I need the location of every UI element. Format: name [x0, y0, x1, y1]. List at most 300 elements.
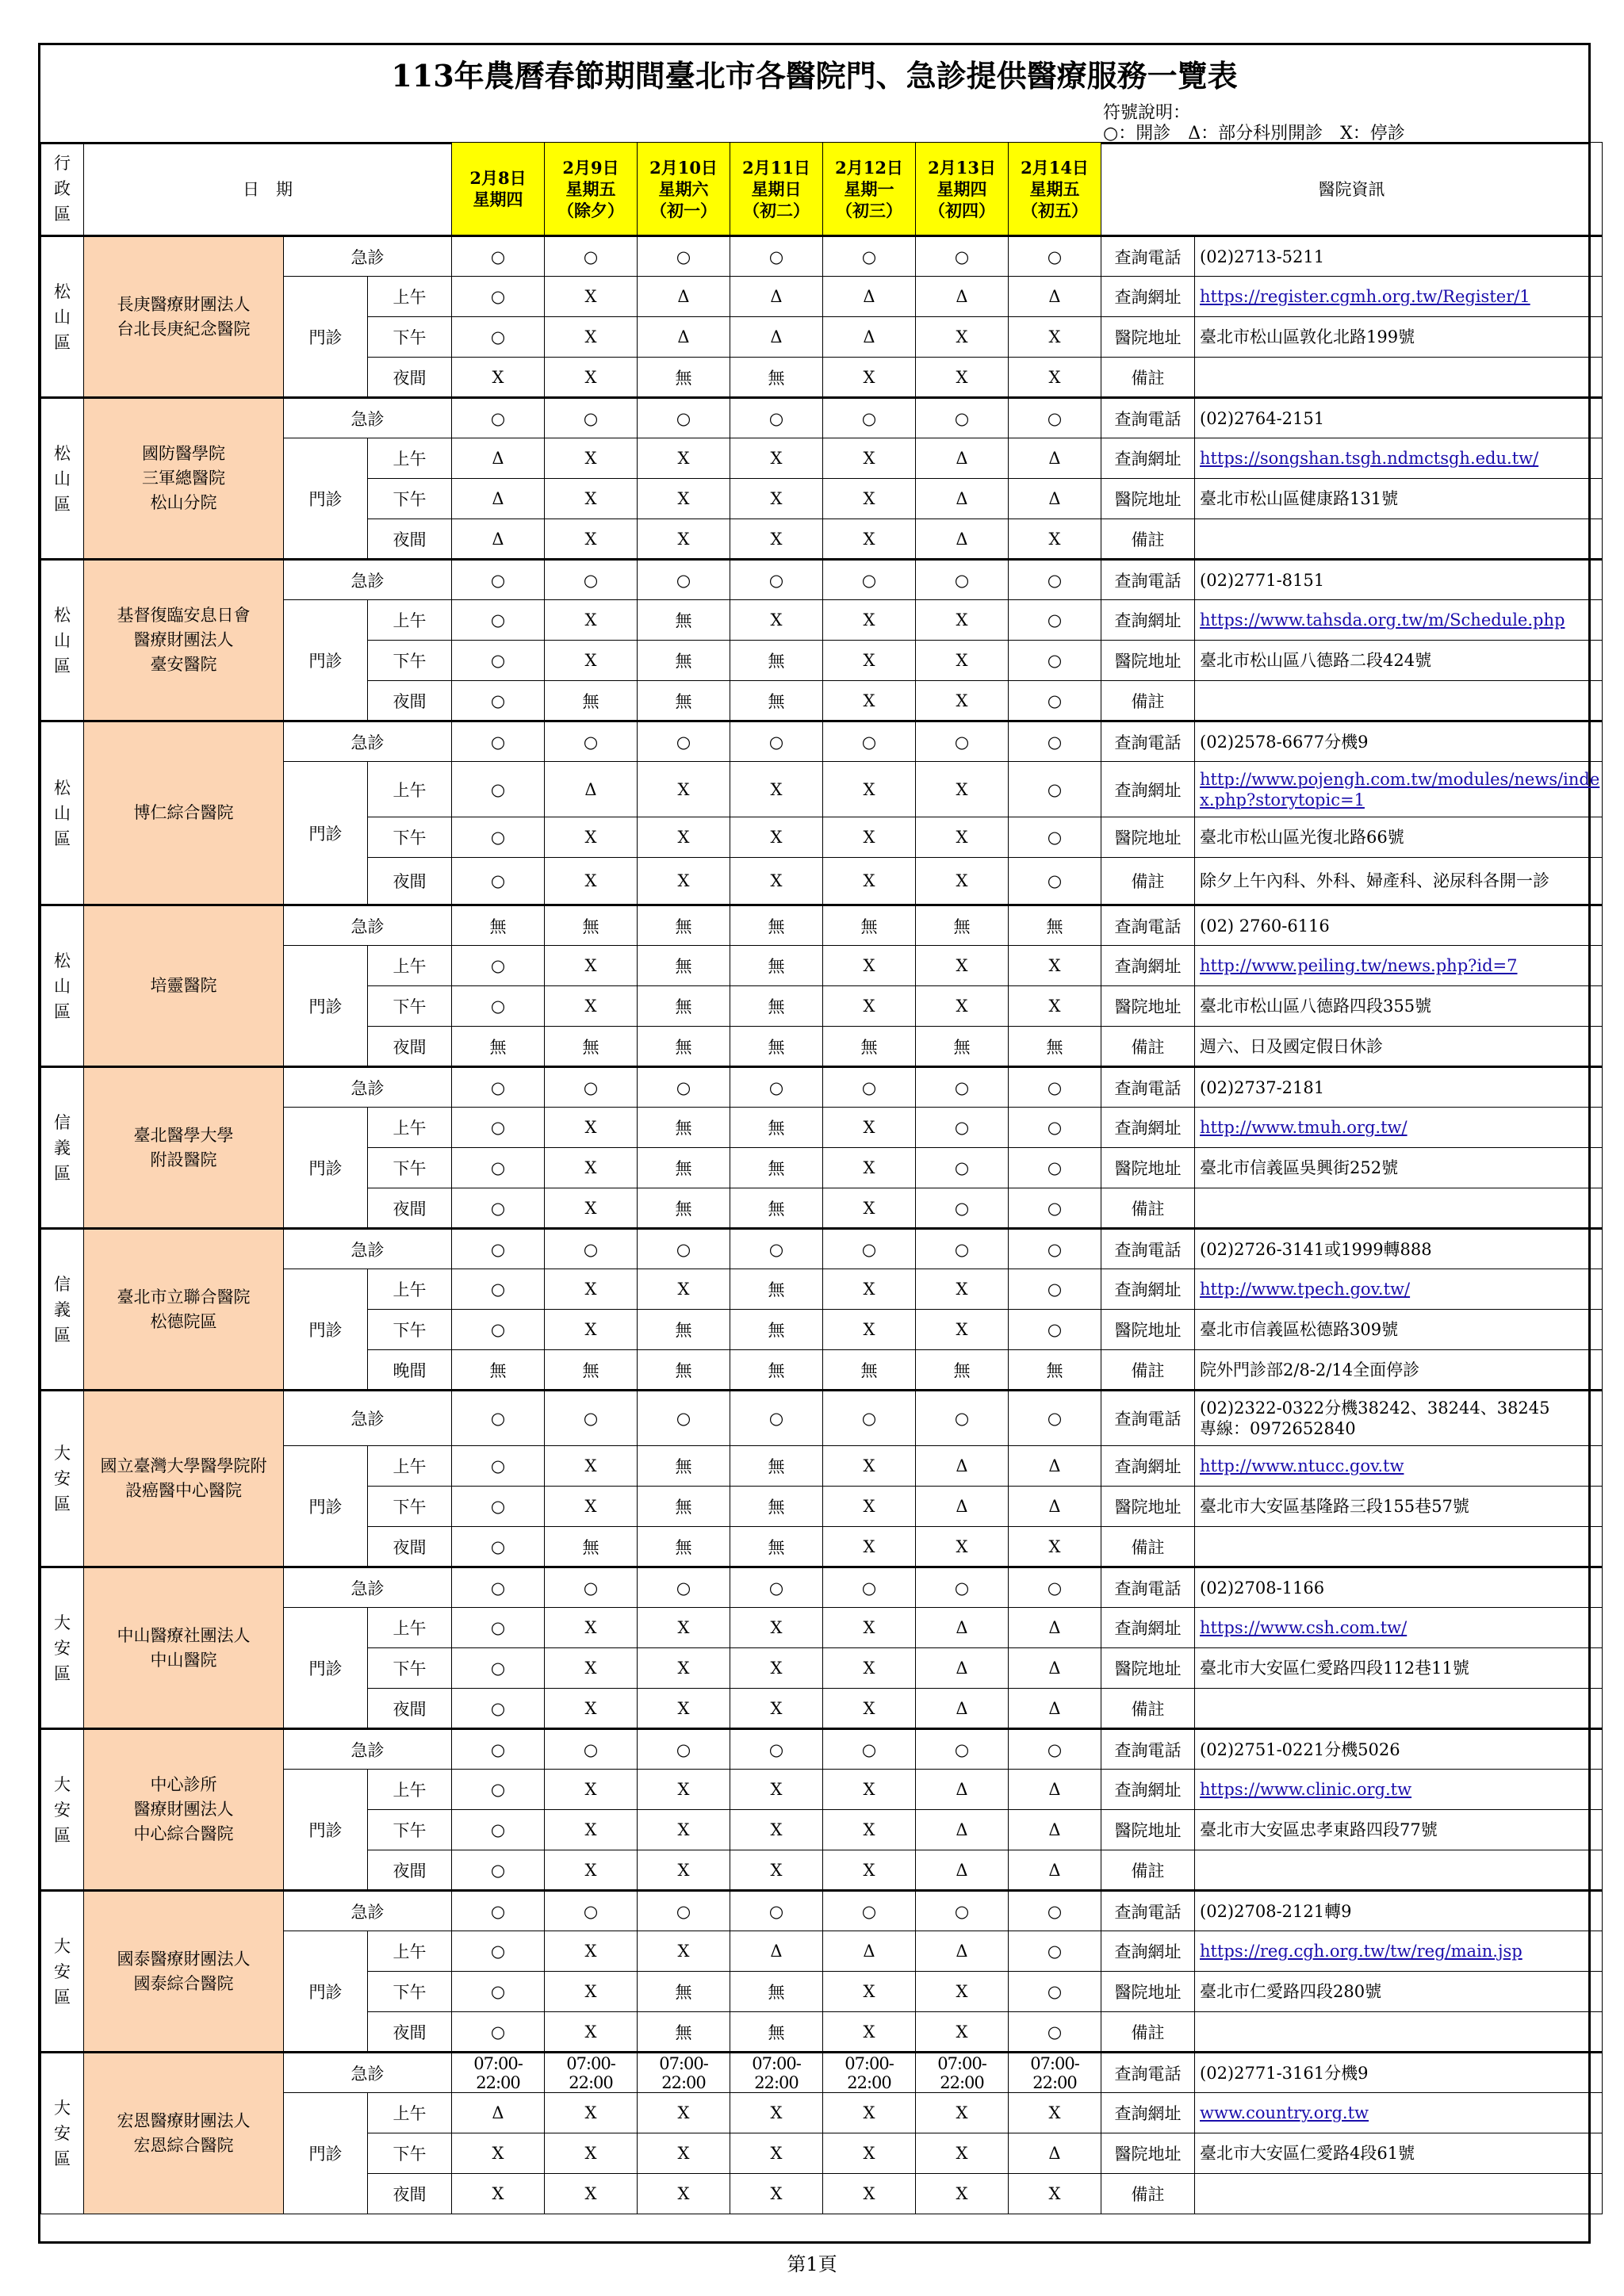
status-mark: X — [545, 641, 638, 681]
status-mark: ○ — [452, 1391, 545, 1446]
session-label: 下午 — [368, 817, 452, 858]
status-mark: X — [1009, 317, 1101, 358]
day-note: （初二） — [743, 200, 810, 220]
legend-text: ○：開診 Δ：部分科別開診 X：停診 — [1103, 124, 1405, 144]
status-mark: ○ — [638, 1229, 730, 1269]
status-mark: ○ — [1009, 1931, 1101, 1972]
status-mark: ○ — [1009, 858, 1101, 905]
schedule-row — [41, 721, 1603, 762]
status-mark: 無 — [638, 358, 730, 398]
schedule-row — [41, 905, 1603, 946]
status-mark: X — [916, 2133, 1009, 2174]
page-number: 第1頁 — [787, 2253, 837, 2275]
status-mark: 無 — [1009, 1027, 1101, 1067]
info-label-address: 醫院地址 — [1101, 317, 1195, 358]
status-mark: ○ — [452, 1931, 545, 1972]
status-mark: ○ — [638, 1567, 730, 1608]
status-mark: X — [916, 358, 1009, 398]
status-mark: X — [452, 2133, 545, 2174]
info-label-note: 備註 — [1101, 1027, 1195, 1067]
status-mark: ○ — [916, 1729, 1009, 1770]
info-value-web — [1195, 946, 1603, 986]
status-mark: X — [545, 519, 638, 560]
info-label-web: 查詢網址 — [1101, 1608, 1195, 1648]
hospital-website-link[interactable]: http://www.ntucc.gov.tw — [1200, 1456, 1404, 1475]
status-mark: X — [545, 1108, 638, 1148]
info-value-phone: (02)2764-2151 — [1195, 398, 1603, 438]
info-label-address: 醫院地址 — [1101, 1972, 1195, 2012]
status-mark: 無 — [638, 905, 730, 946]
status-mark: ○ — [545, 560, 638, 600]
status-mark: ○ — [823, 1567, 916, 1608]
status-mark: X — [730, 1810, 823, 1850]
status-mark: ○ — [545, 1567, 638, 1608]
hospital-website-link[interactable]: http://www.tpech.gov.tw/ — [1200, 1280, 1411, 1299]
hospital-website-link[interactable]: www.country.org.tw — [1200, 2103, 1369, 2122]
info-value-note — [1195, 2012, 1603, 2053]
status-mark: ○ — [916, 721, 1009, 762]
emergency-label: 急診 — [284, 236, 452, 277]
status-mark: X — [823, 519, 916, 560]
status-mark: ○ — [730, 1729, 823, 1770]
status-mark: Δ — [1009, 1770, 1101, 1810]
hospital-website-link[interactable]: http://www.tmuh.org.tw/ — [1200, 1118, 1408, 1137]
info-value-phone: (02)2708-1166 — [1195, 1567, 1603, 1608]
day-note: （初五） — [1021, 200, 1089, 220]
status-mark: Δ — [1009, 479, 1101, 519]
info-label-phone: 查詢電話 — [1101, 236, 1195, 277]
info-label-note: 備註 — [1101, 519, 1195, 560]
status-mark: 07:00-22:00 — [916, 2053, 1009, 2093]
session-label: 夜間 — [368, 358, 452, 398]
status-mark: ○ — [1009, 762, 1101, 817]
session-label: 夜間 — [368, 1027, 452, 1067]
status-mark: X — [638, 1648, 730, 1689]
info-value-note — [1195, 1188, 1603, 1229]
day-weekday: 星期六 — [658, 178, 709, 199]
status-mark: X — [730, 858, 823, 905]
info-label-phone: 查詢電話 — [1101, 1567, 1195, 1608]
schedule-row — [41, 1391, 1603, 1446]
hospital-name: 臺北市立聯合醫院 松德院區 — [84, 1229, 284, 1391]
status-mark: X — [545, 1931, 638, 1972]
status-mark: X — [823, 946, 916, 986]
session-label: 夜間 — [368, 2012, 452, 2053]
status-mark: ○ — [638, 398, 730, 438]
status-mark: ○ — [638, 1067, 730, 1108]
info-value-note — [1195, 519, 1603, 560]
status-mark: X — [545, 1487, 638, 1527]
info-value-phone: (02)2322-0322分機38242、38244、38245 專線：0972652840 — [1195, 1391, 1603, 1446]
status-mark: X — [545, 600, 638, 641]
status-mark: ○ — [1009, 1067, 1101, 1108]
info-label-note: 備註 — [1101, 2012, 1195, 2053]
status-mark: ○ — [452, 1229, 545, 1269]
status-mark: ○ — [730, 1567, 823, 1608]
hospital-name: 中心診所 醫療財團法人 中心綜合醫院 — [84, 1729, 284, 1891]
hospital-website-link[interactable]: https://register.cgmh.org.tw/Register/1 — [1200, 287, 1530, 306]
status-mark: X — [730, 817, 823, 858]
status-mark: ○ — [916, 236, 1009, 277]
status-mark: 無 — [730, 905, 823, 946]
info-value-address: 臺北市松山區光復北路66號 — [1195, 817, 1603, 858]
status-mark: X — [823, 641, 916, 681]
status-mark: 無 — [452, 905, 545, 946]
status-mark: X — [823, 1446, 916, 1487]
info-value-note — [1195, 2174, 1603, 2214]
status-mark: 無 — [730, 1972, 823, 2012]
status-mark: Δ — [916, 1850, 1009, 1891]
status-mark: X — [545, 1148, 638, 1188]
status-mark: X — [452, 2174, 545, 2214]
status-mark: ○ — [823, 398, 916, 438]
status-mark: ○ — [452, 762, 545, 817]
status-mark: X — [545, 1269, 638, 1310]
session-label: 夜間 — [368, 519, 452, 560]
status-mark: X — [730, 1689, 823, 1729]
status-mark: ○ — [730, 236, 823, 277]
info-label-phone: 查詢電話 — [1101, 398, 1195, 438]
status-mark: ○ — [1009, 817, 1101, 858]
status-mark: 無 — [730, 1148, 823, 1188]
status-mark: X — [823, 1188, 916, 1229]
outpatient-label: 門診 — [284, 438, 368, 560]
emergency-label: 急診 — [284, 1067, 452, 1108]
info-label-note: 備註 — [1101, 1527, 1195, 1567]
info-label-web: 查詢網址 — [1101, 600, 1195, 641]
session-label: 下午 — [368, 1972, 452, 2012]
status-mark: Δ — [916, 479, 1009, 519]
status-mark: 無 — [730, 1527, 823, 1567]
status-mark: X — [1009, 358, 1101, 398]
schedule-row — [41, 2053, 1603, 2093]
status-mark: X — [638, 2174, 730, 2214]
status-mark: X — [545, 817, 638, 858]
status-mark: X — [823, 358, 916, 398]
hospital-website-link[interactable]: https://reg.cgh.org.tw/tw/reg/main.jsp — [1200, 1942, 1522, 1961]
info-value-web — [1195, 1931, 1603, 1972]
session-label: 上午 — [368, 600, 452, 641]
info-label-phone: 查詢電話 — [1101, 560, 1195, 600]
hospital-name: 國立臺灣大學醫學院附 設癌醫中心醫院 — [84, 1391, 284, 1567]
info-value-address: 臺北市信義區松德路309號 — [1195, 1310, 1603, 1350]
status-mark: ○ — [452, 1810, 545, 1850]
info-label-note: 備註 — [1101, 858, 1195, 905]
day-header-1 — [452, 143, 545, 236]
status-mark: ○ — [1009, 1891, 1101, 1931]
info-value-phone: (02)2751-0221分機5026 — [1195, 1729, 1603, 1770]
status-mark: X — [638, 519, 730, 560]
status-mark: X — [638, 762, 730, 817]
status-mark: Δ — [916, 1487, 1009, 1527]
status-mark: X — [730, 479, 823, 519]
status-mark: X — [638, 1931, 730, 1972]
status-mark: X — [638, 438, 730, 479]
status-mark: ○ — [916, 1148, 1009, 1188]
status-mark: 無 — [730, 1487, 823, 1527]
status-mark: 無 — [730, 1310, 823, 1350]
status-mark: X — [823, 479, 916, 519]
status-mark: 07:00-22:00 — [1009, 2053, 1101, 2093]
status-mark: X — [1009, 2174, 1101, 2214]
status-mark: ○ — [452, 986, 545, 1027]
status-mark: ○ — [1009, 560, 1101, 600]
hospital-website-link[interactable]: https://songshan.tsgh.ndmctsgh.edu.tw/ — [1200, 449, 1539, 468]
status-mark: 無 — [730, 1108, 823, 1148]
status-mark: X — [545, 1608, 638, 1648]
info-value-web — [1195, 438, 1603, 479]
status-mark: ○ — [730, 721, 823, 762]
status-mark: ○ — [452, 1487, 545, 1527]
status-mark: X — [823, 2174, 916, 2214]
outpatient-label: 門診 — [284, 600, 368, 721]
status-mark: 無 — [730, 641, 823, 681]
status-mark: ○ — [1009, 1148, 1101, 1188]
status-mark: X — [638, 2133, 730, 2174]
status-mark: ○ — [916, 560, 1009, 600]
info-value-address: 臺北市大安區仁愛路4段61號 — [1195, 2133, 1603, 2174]
info-label-address: 醫院地址 — [1101, 817, 1195, 858]
status-mark: X — [916, 1310, 1009, 1350]
day-header-6 — [916, 143, 1009, 236]
status-mark: Δ — [452, 438, 545, 479]
schedule-row — [41, 398, 1603, 438]
status-mark: X — [823, 2133, 916, 2174]
status-mark: Δ — [916, 277, 1009, 317]
status-mark: ○ — [823, 560, 916, 600]
status-mark: 無 — [638, 1350, 730, 1391]
info-label-phone: 查詢電話 — [1101, 1391, 1195, 1446]
status-mark: 無 — [452, 1350, 545, 1391]
status-mark: 07:00-22:00 — [638, 2053, 730, 2093]
status-mark: 07:00-22:00 — [823, 2053, 916, 2093]
status-mark: 無 — [545, 1527, 638, 1567]
info-label-phone: 查詢電話 — [1101, 1067, 1195, 1108]
schedule-row — [41, 1067, 1603, 1108]
status-mark: X — [545, 1188, 638, 1229]
session-label: 下午 — [368, 317, 452, 358]
status-mark: ○ — [452, 681, 545, 721]
day-note: （初三） — [836, 200, 903, 220]
status-mark: 無 — [638, 1310, 730, 1350]
status-mark: Δ — [916, 1770, 1009, 1810]
session-label: 夜間 — [368, 858, 452, 905]
session-label: 上午 — [368, 1108, 452, 1148]
session-label: 下午 — [368, 1810, 452, 1850]
session-label: 上午 — [368, 762, 452, 817]
info-value-phone: (02)2578-6677分機9 — [1195, 721, 1603, 762]
status-mark: ○ — [638, 560, 730, 600]
status-mark: ○ — [452, 398, 545, 438]
schedule-row — [41, 236, 1603, 277]
status-mark: ○ — [545, 721, 638, 762]
status-mark: X — [545, 1850, 638, 1891]
status-mark: ○ — [545, 1229, 638, 1269]
info-value-address: 臺北市松山區八德路四段355號 — [1195, 986, 1603, 1027]
status-mark: ○ — [545, 1067, 638, 1108]
session-label: 夜間 — [368, 1188, 452, 1229]
status-mark: X — [545, 1810, 638, 1850]
info-label-phone: 查詢電話 — [1101, 905, 1195, 946]
status-mark: X — [545, 1972, 638, 2012]
schedule-row — [41, 1229, 1603, 1269]
district-cell: 信 義 區 — [41, 1067, 84, 1229]
info-label-web: 查詢網址 — [1101, 1446, 1195, 1487]
status-mark: Δ — [545, 762, 638, 817]
info-label-address: 醫院地址 — [1101, 2133, 1195, 2174]
status-mark: 無 — [730, 2012, 823, 2053]
status-mark: ○ — [1009, 1108, 1101, 1148]
info-label-note: 備註 — [1101, 681, 1195, 721]
info-value-note: 院外門診部2/8-2/14全面停診 — [1195, 1350, 1603, 1391]
session-label: 上午 — [368, 1770, 452, 1810]
district-header: 行 政 區 — [41, 143, 84, 236]
info-header: 醫院資訊 — [1101, 143, 1603, 236]
day-note: （初四） — [929, 200, 996, 220]
status-mark: X — [638, 1269, 730, 1310]
day-date: 2月14日 — [1021, 157, 1089, 178]
info-value-note — [1195, 681, 1603, 721]
outpatient-label: 門診 — [284, 277, 368, 398]
status-mark: X — [823, 2093, 916, 2133]
hospital-name: 長庚醫療財團法人 台北長庚紀念醫院 — [84, 236, 284, 398]
status-mark: X — [916, 600, 1009, 641]
status-mark: X — [545, 2012, 638, 2053]
info-value-address: 臺北市信義區吳興街252號 — [1195, 1148, 1603, 1188]
hospital-website-link[interactable]: https://www.tahsda.org.tw/m/Schedule.php — [1200, 610, 1565, 629]
status-mark: X — [1009, 946, 1101, 986]
outpatient-label: 門診 — [284, 1446, 368, 1567]
session-label: 晚間 — [368, 1350, 452, 1391]
hospital-name: 培靈醫院 — [84, 905, 284, 1067]
session-label: 上午 — [368, 1446, 452, 1487]
status-mark: 07:00-22:00 — [452, 2053, 545, 2093]
day-note: （初一） — [650, 200, 718, 220]
status-mark: 無 — [730, 1269, 823, 1310]
district-cell: 大 安 區 — [41, 1729, 84, 1891]
info-label-web: 查詢網址 — [1101, 1108, 1195, 1148]
status-mark: ○ — [823, 236, 916, 277]
status-mark: ○ — [452, 858, 545, 905]
status-mark: ○ — [916, 1188, 1009, 1229]
status-mark: 無 — [730, 358, 823, 398]
status-mark: X — [545, 1310, 638, 1350]
status-mark: X — [916, 1527, 1009, 1567]
status-mark: ○ — [730, 1891, 823, 1931]
status-mark: 07:00-22:00 — [545, 2053, 638, 2093]
status-mark: 無 — [823, 1350, 916, 1391]
info-value-phone: (02)2708-2121轉9 — [1195, 1891, 1603, 1931]
status-mark: Δ — [1009, 1689, 1101, 1729]
hospital-website-link[interactable]: https://www.clinic.org.tw — [1200, 1780, 1412, 1799]
status-mark: Δ — [638, 277, 730, 317]
session-label: 上午 — [368, 1608, 452, 1648]
outpatient-label: 門診 — [284, 1108, 368, 1229]
status-mark: ○ — [452, 817, 545, 858]
status-mark: Δ — [823, 317, 916, 358]
status-mark: Δ — [452, 519, 545, 560]
status-mark: ○ — [730, 398, 823, 438]
info-label-phone: 查詢電話 — [1101, 2053, 1195, 2093]
status-mark: 無 — [638, 1972, 730, 2012]
status-mark: X — [638, 1770, 730, 1810]
status-mark: X — [730, 1850, 823, 1891]
info-value-phone: (02)2771-8151 — [1195, 560, 1603, 600]
hospital-name: 國泰醫療財團法人 國泰綜合醫院 — [84, 1891, 284, 2053]
session-label: 下午 — [368, 1487, 452, 1527]
info-label-note: 備註 — [1101, 1850, 1195, 1891]
status-mark: X — [452, 358, 545, 398]
day-header-3 — [638, 143, 730, 236]
status-mark: ○ — [452, 317, 545, 358]
info-value-web — [1195, 277, 1603, 317]
status-mark: X — [916, 317, 1009, 358]
hospital-website-link[interactable]: https://www.csh.com.tw/ — [1200, 1618, 1408, 1637]
status-mark: Δ — [1009, 438, 1101, 479]
status-mark: Δ — [916, 1648, 1009, 1689]
status-mark: ○ — [730, 1391, 823, 1446]
info-label-phone: 查詢電話 — [1101, 1729, 1195, 1770]
info-label-phone: 查詢電話 — [1101, 721, 1195, 762]
status-mark: ○ — [452, 641, 545, 681]
status-mark: X — [823, 1148, 916, 1188]
status-mark: ○ — [452, 560, 545, 600]
status-mark: X — [823, 1608, 916, 1648]
status-mark: 無 — [545, 905, 638, 946]
status-mark: ○ — [1009, 1391, 1101, 1446]
status-mark: ○ — [823, 1067, 916, 1108]
status-mark: 無 — [730, 1027, 823, 1067]
info-label-address: 醫院地址 — [1101, 1148, 1195, 1188]
status-mark: X — [730, 600, 823, 641]
district-cell: 大 安 區 — [41, 1391, 84, 1567]
status-mark: ○ — [1009, 681, 1101, 721]
district-cell: 松 山 區 — [41, 560, 84, 721]
status-mark: X — [916, 681, 1009, 721]
status-mark: Δ — [1009, 1487, 1101, 1527]
status-mark: X — [638, 2093, 730, 2133]
district-cell: 大 安 區 — [41, 1567, 84, 1729]
status-mark: ○ — [823, 721, 916, 762]
status-mark: X — [1009, 1527, 1101, 1567]
status-mark: X — [730, 762, 823, 817]
status-mark: ○ — [730, 1067, 823, 1108]
hospital-website-link[interactable]: http://www.pojengh.com.tw/modules/news/index.php?storytopic=1 — [1200, 769, 1600, 809]
info-label-web: 查詢網址 — [1101, 1269, 1195, 1310]
day-weekday: 星期五 — [1029, 178, 1080, 199]
hospital-schedule-table — [40, 142, 1603, 2214]
status-mark: ○ — [452, 2012, 545, 2053]
day-date: 2月12日 — [835, 157, 903, 178]
status-mark: Δ — [730, 1931, 823, 1972]
emergency-label: 急診 — [284, 398, 452, 438]
hospital-name: 國防醫學院 三軍總醫院 松山分院 — [84, 398, 284, 560]
info-value-note — [1195, 1527, 1603, 1567]
info-label-web: 查詢網址 — [1101, 2093, 1195, 2133]
status-mark: ○ — [1009, 1269, 1101, 1310]
session-label: 上午 — [368, 2093, 452, 2133]
header-row — [41, 143, 1603, 236]
info-value-web — [1195, 1269, 1603, 1310]
info-value-address: 臺北市大安區忠孝東路四段77號 — [1195, 1810, 1603, 1850]
info-value-web — [1195, 600, 1603, 641]
hospital-website-link[interactable]: http://www.peiling.tw/news.php?id=7 — [1200, 956, 1518, 975]
hospital-name: 基督復臨安息日會 醫療財團法人 臺安醫院 — [84, 560, 284, 721]
status-mark: 無 — [638, 1148, 730, 1188]
status-mark: 無 — [638, 1108, 730, 1148]
session-label: 上午 — [368, 277, 452, 317]
day-weekday: 星期四 — [936, 178, 987, 199]
